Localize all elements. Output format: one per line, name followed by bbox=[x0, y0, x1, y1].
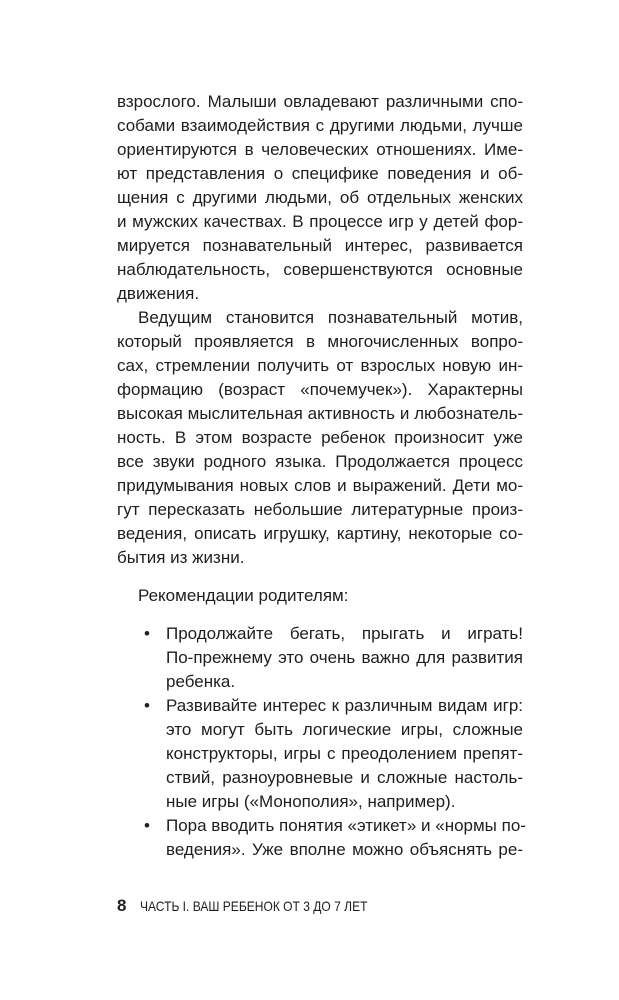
paragraph-line: мируется познавательный интерес, развивается bbox=[117, 236, 523, 256]
paragraph-line: все звуки родного языка. Продолжается процесс bbox=[117, 452, 523, 472]
paragraph-line: придумывания новых слов и выражений. Дети мо- bbox=[117, 476, 523, 496]
page-number: 8 bbox=[117, 896, 127, 915]
list-item-line: ные игры («Монополия», например). bbox=[166, 791, 456, 811]
paragraph-line: ность. В этом возрасте ребенок произносит уже bbox=[117, 428, 523, 448]
list-item-line: ведения». Уже вполне можно объяснять ре- bbox=[166, 839, 523, 859]
paragraph-line: и мужских качествах. В процессе игр у детей фор- bbox=[117, 212, 523, 232]
running-head: ЧАСТЬ I. ВАШ РЕБЕНОК ОТ 3 ДО 7 ЛЕТ bbox=[140, 898, 368, 914]
paragraph-line: гут пересказать небольшие литературные произ- bbox=[117, 500, 523, 520]
paragraph-line: движения. bbox=[117, 284, 200, 304]
paragraph-line: собами взаимодействия с другими людьми, лучше bbox=[117, 116, 523, 136]
paragraph-line: высокая мыслительная активность и любознатель- bbox=[117, 404, 523, 424]
paragraph-line: щения с другими людьми, об отдельных женских bbox=[117, 188, 523, 208]
paragraph-line: сах, стремлении получить от взрослых новую ин- bbox=[117, 356, 523, 376]
recommendations-heading: Рекомендации родителям: bbox=[138, 586, 349, 606]
paragraph-line: ориентируются в человеческих отношениях. Име- bbox=[117, 140, 523, 160]
list-item-line: Пора вводить понятия «этикет» и «нормы по- bbox=[166, 815, 526, 835]
list-item-line: Развивайте интерес к различным видам игр: bbox=[166, 695, 523, 715]
paragraph-line: взрослого. Малыши овладевают различными спо- bbox=[117, 92, 523, 111]
paragraph-line: ведения, описать игрушку, картину, некоторые со- bbox=[117, 524, 523, 544]
bullet-icon: • bbox=[144, 815, 150, 835]
paragraph-line: который проявляется в многочисленных вопро- bbox=[117, 332, 523, 352]
paragraph-line: бытия из жизни. bbox=[117, 548, 245, 568]
paragraph-line: наблюдательность, совершенствуются основные bbox=[117, 260, 523, 280]
page-footer bbox=[117, 896, 405, 922]
paragraph-line: формацию (возраст «почемучек»). Характерны bbox=[117, 380, 523, 400]
list-item-line: По-прежнему это очень важно для развития bbox=[166, 647, 523, 667]
bullet-icon: • bbox=[144, 623, 150, 643]
paragraph-line: Ведущим становится познавательный мотив, bbox=[138, 308, 523, 328]
list-item-line: Продолжайте бегать, прыгать и играть! bbox=[166, 623, 523, 643]
list-item-line: конструкторы, игры с преодолением препят- bbox=[166, 743, 523, 763]
list-item-line: ребенка. bbox=[166, 671, 236, 691]
paragraph-line: ют представления о специфике поведения и об- bbox=[117, 164, 523, 184]
list-item-line: это могут быть логические игры, сложные bbox=[166, 719, 523, 739]
list-item-line: ствий, разноуровневые и сложные настоль- bbox=[166, 767, 523, 787]
bullet-icon: • bbox=[144, 695, 150, 715]
